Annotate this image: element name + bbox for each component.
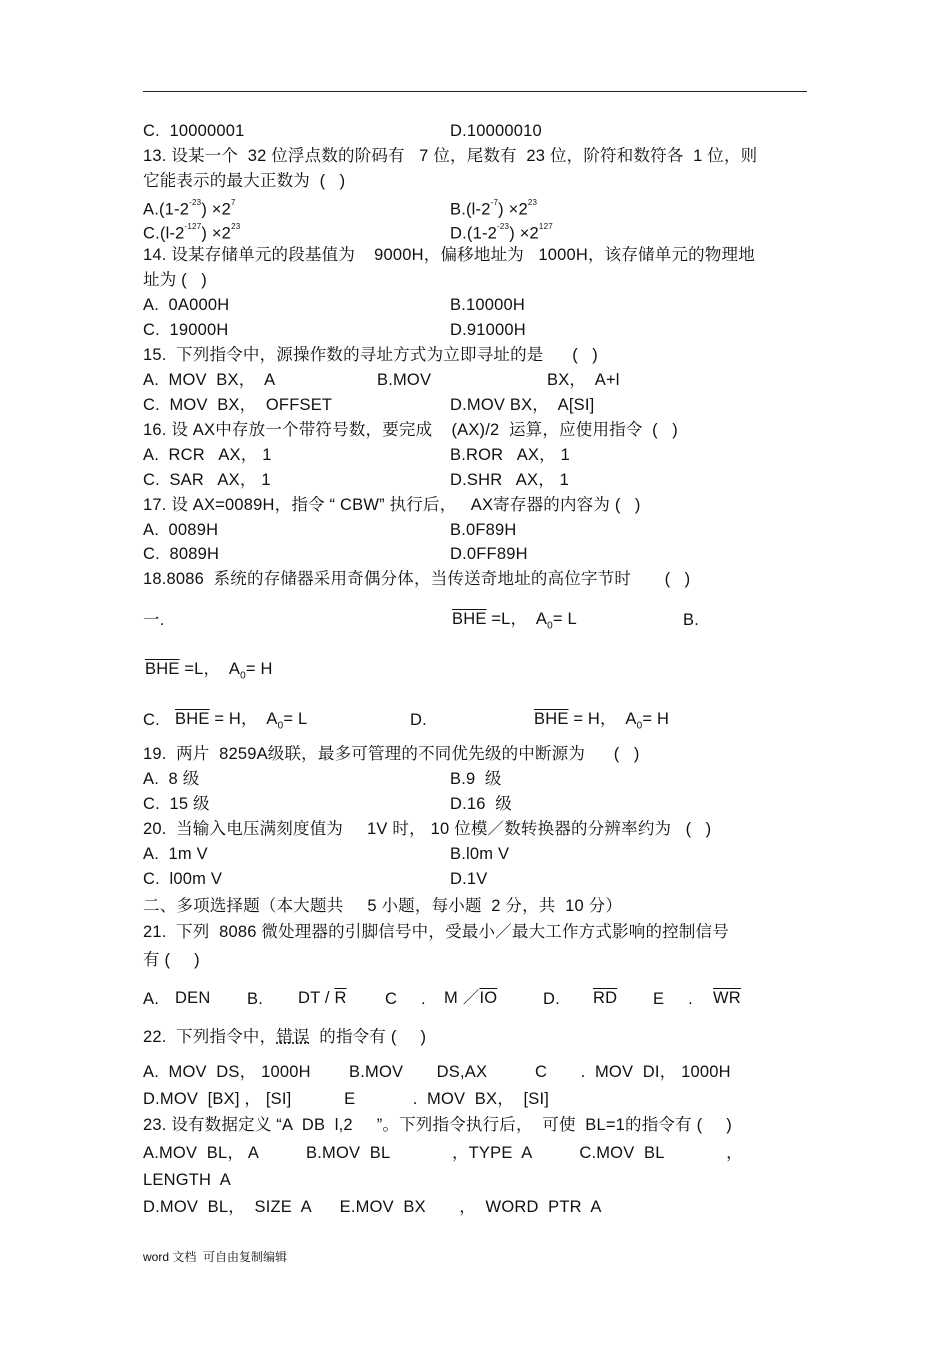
q15-option-c: C. MOV BX， OFFSET: [143, 396, 333, 414]
q19-stem: 19. 两片 8259A级联，最多可管理的不同优先级的中断源为 ( ): [143, 745, 640, 763]
q16-stem: 16. 设 AX中存放一个带符号数，要完成 (AX)/2 运算，应使用指令 ( ): [143, 421, 678, 439]
q15-stem: 15. 下列指令中，源操作数的寻址方式为立即寻址的是 ( ): [143, 346, 598, 364]
q15-option-d: D.MOV BX， A[SI]: [450, 396, 595, 414]
q16-option-a: A. RCR AX， 1: [143, 446, 272, 464]
q15-option-b-operand: BX， A+l: [547, 371, 620, 389]
q19-option-a: A. 8 级: [143, 770, 200, 788]
q22-options-line2: D.MOV [BX] ， [SI] E . MOV BX， [SI]: [143, 1090, 550, 1108]
q21-option-c-signal: M $/\overline{IO}$: [444, 989, 498, 1007]
q16-option-d: D.SHR AX， 1: [450, 471, 570, 489]
q23-options-line2: LENGTH A: [143, 1171, 231, 1189]
q21-option-d-label: D.: [543, 990, 560, 1008]
q21-stem-line1: 21. 下列 8086 微处理器的引脚信号中，受最小／最大工作方式影响的控制信号: [143, 923, 729, 941]
q14-option-c: C. 19000H: [143, 321, 229, 339]
q13-option-c: $C.(l-2^{-127}) \times 2^{23}$: [143, 222, 241, 243]
q18-option-d-label: D.: [410, 711, 427, 729]
q17-option-b: B.0F89H: [450, 521, 517, 539]
q21-option-d-signal: $\overline{RD}$: [593, 989, 618, 1007]
q17-stem: 17. 设 AX=0089H，指令 “ CBW” 执行后， AX寄存器的内容为 ( ): [143, 496, 641, 514]
q17-option-c: C. 8089H: [143, 545, 220, 563]
q14-stem-line2: 址为 ( ): [143, 271, 207, 289]
q22-stem: 22. 下列指令中，错误 的指令有 ( ): [143, 1028, 427, 1046]
q23-options-line3: D.MOV BL， SIZE A E.MOV BX ， WORD PTR A: [143, 1198, 602, 1216]
q13-stem-line2: 它能表示的最大正数为 ( ): [143, 172, 346, 190]
q18-option-d: $\overline{BHE} = H$， $A_0= H$: [534, 710, 670, 732]
q21-option-c-label: C .: [385, 990, 426, 1008]
q20-option-d: D.1V: [450, 870, 488, 888]
q21-option-e-label: E .: [653, 990, 693, 1008]
q21-option-a-signal: DEN: [175, 989, 211, 1007]
q21-stem-line2: 有 ( ): [143, 951, 200, 969]
q23-options-line1: A.MOV BL， A B.MOV BL ，TYPE A C.MOV BL ，: [143, 1144, 743, 1162]
q15-option-a: A. MOV BX， A: [143, 371, 276, 389]
footer-note: word 文档 可自由复制编辑: [143, 1250, 288, 1264]
q20-option-c: C. l00m V: [143, 870, 223, 888]
q20-option-a: A. 1m V: [143, 845, 208, 863]
q18-option-b: $\overline{BHE} =L$， $A_0= H$: [145, 660, 273, 682]
q21-option-a-label: A.: [143, 990, 159, 1008]
q12-option-c: C. 10000001: [143, 122, 245, 140]
section-heading: 二、多项选择题（本大题共 5 小题，每小题 2 分，共 10 分）: [143, 897, 623, 915]
q14-option-d: D.91000H: [450, 321, 526, 339]
q18-option-a: $\overline{BHE} =L$， $A_0= L$: [452, 610, 577, 632]
header-rule: [143, 91, 807, 92]
q13-option-b: $B.(l-2^{-7}) \times 2^{23}$: [450, 198, 538, 219]
q13-option-a: $A.(1-2^{-23}) \times 2^7$: [143, 198, 236, 219]
q18-stem: 18.8086 系统的存储器采用奇偶分体，当传送奇地址的高位字节时 ( ): [143, 570, 691, 588]
q20-stem: 20. 当输入电压满刻度值为 1V 时， 10 位模／数转换器的分辨率约为 ( ): [143, 820, 712, 838]
q12-option-d: D.10000010: [450, 122, 542, 140]
q15-option-b-label: B.MOV: [377, 371, 432, 389]
q19-option-c: C. 15 级: [143, 795, 210, 813]
q22-options-line1: A. MOV DS， 1000H B.MOV DS,AX C . MOV DI， 1000H: [143, 1063, 731, 1081]
q18-option-b-label: B.: [683, 611, 699, 629]
q23-stem: 23. 设有数据定义 “A DB l,2 ”。下列指令执行后， 可使 BL=1的指令有 ( ): [143, 1116, 732, 1134]
q13-option-d: $D.(1-2^{-23}) \times 2^{127}$: [450, 222, 553, 243]
q14-stem-line1: 14. 设某存储单元的段基值为 9000H，偏移地址为 1000H，该存储单元的物理地: [143, 246, 755, 264]
q21-option-b-label: B.: [247, 990, 263, 1008]
q21-option-b-signal: DT / $\overline{R}$: [298, 989, 347, 1007]
q17-option-d: D.0FF89H: [450, 545, 528, 563]
q13-stem-line1: 13. 设某一个 32 位浮点数的阶码有 7 位，尾数有 23 位，阶符和数符各 1 位，则: [143, 147, 758, 165]
q18-option-a-label: 一.: [143, 611, 165, 629]
q21-option-e-signal: $\overline{WR}$: [713, 989, 741, 1007]
q17-option-a: A. 0089H: [143, 521, 219, 539]
q19-option-d: D.16 级: [450, 795, 512, 813]
q14-option-a: A. 0A000H: [143, 296, 230, 314]
q20-option-b: B.l0m V: [450, 845, 510, 863]
q16-option-b: B.ROR AX， 1: [450, 446, 570, 464]
q16-option-c: C. SAR AX， 1: [143, 471, 271, 489]
q19-option-b: B.9 级: [450, 770, 502, 788]
q18-option-c-label: C.: [143, 711, 160, 729]
q14-option-b: B.10000H: [450, 296, 525, 314]
q18-option-c: $\overline{BHE} = H$， $A_0= L$: [175, 710, 308, 732]
